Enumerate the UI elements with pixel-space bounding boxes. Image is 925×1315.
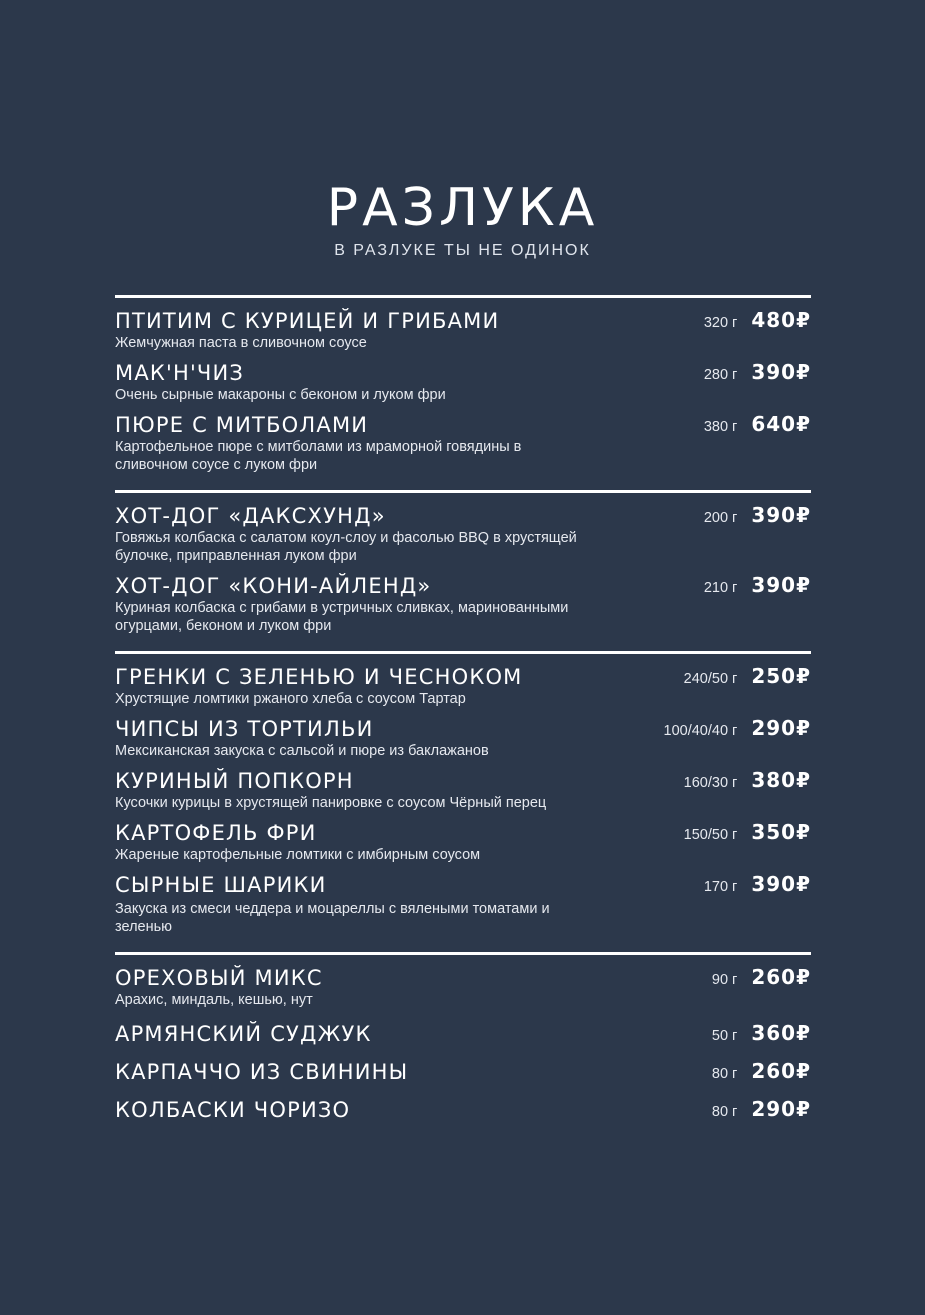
menu-item (115, 965, 811, 1009)
item-description: Арахис, миндаль, кешью, нут (115, 992, 313, 1008)
tagline: В РАЗЛУКЕ ТЫ НЕ ОДИНОК (334, 242, 591, 259)
menu-item (115, 1059, 811, 1085)
item-description: Мексиканская закуска с сальсой и пюре из баклажанов (115, 743, 489, 759)
item-meta (684, 664, 811, 688)
item-name: КАРПАЧЧО ИЗ СВИНИНЫ (115, 1060, 409, 1084)
menu-section-beer-snacks (115, 952, 811, 1139)
item-description: Хрустящие ломтики ржаного хлеба с соусом Тартар (115, 691, 466, 707)
item-weight: 80 г (711, 1104, 738, 1120)
item-price: 390₽ (751, 503, 811, 527)
item-price: 390₽ (751, 573, 811, 597)
item-meta (712, 1059, 811, 1083)
item-meta (704, 573, 811, 597)
item-price: 350₽ (751, 820, 811, 844)
item-description: Жареные картофельные ломтики с имбирным соусом (115, 847, 481, 863)
menu-item (115, 360, 811, 404)
item-weight: 80 г (711, 1066, 738, 1082)
item-name: ПТИТИМ С КУРИЦЕЙ И ГРИБАМИ (115, 309, 500, 333)
menu-section-pasta (115, 295, 811, 490)
item-weight: 170 г (703, 879, 738, 895)
item-price: 260₽ (751, 965, 811, 989)
item-price: 260₽ (751, 1059, 811, 1083)
item-name: ОРЕХОВЫЙ МИКС (115, 966, 323, 990)
menu-header (0, 178, 925, 260)
item-meta (712, 1021, 811, 1045)
menu-item (115, 872, 811, 936)
item-price: 360₽ (751, 1021, 811, 1045)
menu-item (115, 820, 811, 864)
item-price: 390₽ (751, 872, 811, 896)
item-meta (704, 503, 811, 527)
item-weight: 160/30 г (683, 775, 738, 791)
item-weight: 240/50 г (683, 671, 738, 687)
menu-item (115, 768, 811, 812)
item-weight: 380 г (703, 419, 738, 435)
menu-item (115, 412, 811, 474)
menu-item (115, 716, 811, 760)
item-weight: 280 г (703, 367, 738, 383)
item-meta (704, 872, 811, 896)
item-meta (712, 1097, 811, 1121)
item-meta (712, 965, 811, 989)
menu-list (115, 295, 811, 1139)
item-name: СЫРНЫЕ ШАРИКИ (115, 873, 327, 897)
item-description: Картофельное пюре с митболами из мраморной говядины в сливочном соусе с луком фри (115, 439, 522, 473)
item-meta (684, 768, 811, 792)
item-weight: 150/50 г (683, 827, 738, 843)
item-name: КУРИНЫЙ ПОПКОРН (115, 769, 354, 793)
item-description: Кусочки курицы в хрустящей панировке с соусом Чёрный перец (115, 795, 547, 811)
menu-item (115, 573, 811, 635)
item-description: Очень сырные макароны с беконом и луком фри (115, 387, 446, 403)
item-weight: 100/40/40 г (663, 723, 738, 739)
item-price: 290₽ (751, 1097, 811, 1121)
item-name: ГРЕНКИ С ЗЕЛЕНЬЮ И ЧЕСНОКОМ (115, 665, 523, 689)
menu-item (115, 1021, 811, 1047)
item-weight: 210 г (703, 580, 738, 596)
menu-item (115, 1097, 811, 1123)
menu-item (115, 308, 811, 352)
item-meta (684, 820, 811, 844)
item-price: 380₽ (751, 768, 811, 792)
item-description: Закуска из смеси чеддера и моцареллы с вялеными томатами и зеленью (115, 901, 550, 935)
item-name: ХОТ-ДОГ «ДАКСХУНД» (115, 504, 386, 528)
item-name: АРМЯНСКИЙ СУДЖУК (115, 1022, 372, 1046)
item-description: Куриная колбаска с грибами в устричных сливках, маринованными огурцами, беконом и луком фри (115, 600, 569, 634)
item-name: МАК'Н'ЧИЗ (115, 361, 245, 385)
item-weight: 200 г (703, 510, 738, 526)
item-meta (664, 716, 812, 740)
item-meta (704, 360, 811, 384)
item-description: Говяжья колбаска с салатом коул-слоу и фасолью BBQ в хрустящей булочке, приправленная луком фри (115, 530, 577, 564)
item-price: 290₽ (751, 716, 811, 740)
item-price: 390₽ (751, 360, 811, 384)
item-price: 640₽ (751, 412, 811, 436)
item-weight: 50 г (711, 1028, 738, 1044)
item-price: 480₽ (751, 308, 811, 332)
item-weight: 90 г (711, 972, 738, 988)
menu-item (115, 503, 811, 565)
item-price: 250₽ (751, 664, 811, 688)
logo: РАЗЛУКА (326, 178, 599, 238)
item-meta (704, 412, 811, 436)
item-name: ПЮРЕ С МИТБОЛАМИ (115, 413, 369, 437)
item-name: ЧИПСЫ ИЗ ТОРТИЛЬИ (115, 717, 374, 741)
menu-item (115, 664, 811, 708)
menu-section-snacks (115, 651, 811, 952)
item-name: ХОТ-ДОГ «КОНИ-АЙЛЕНД» (115, 574, 432, 598)
item-weight: 320 г (703, 315, 738, 331)
item-name: КОЛБАСКИ ЧОРИЗО (115, 1098, 351, 1122)
item-meta (704, 308, 811, 332)
item-description: Жемчужная паста в сливочном соусе (115, 335, 367, 351)
item-name: КАРТОФЕЛЬ ФРИ (115, 821, 317, 845)
menu-section-hotdogs (115, 490, 811, 651)
